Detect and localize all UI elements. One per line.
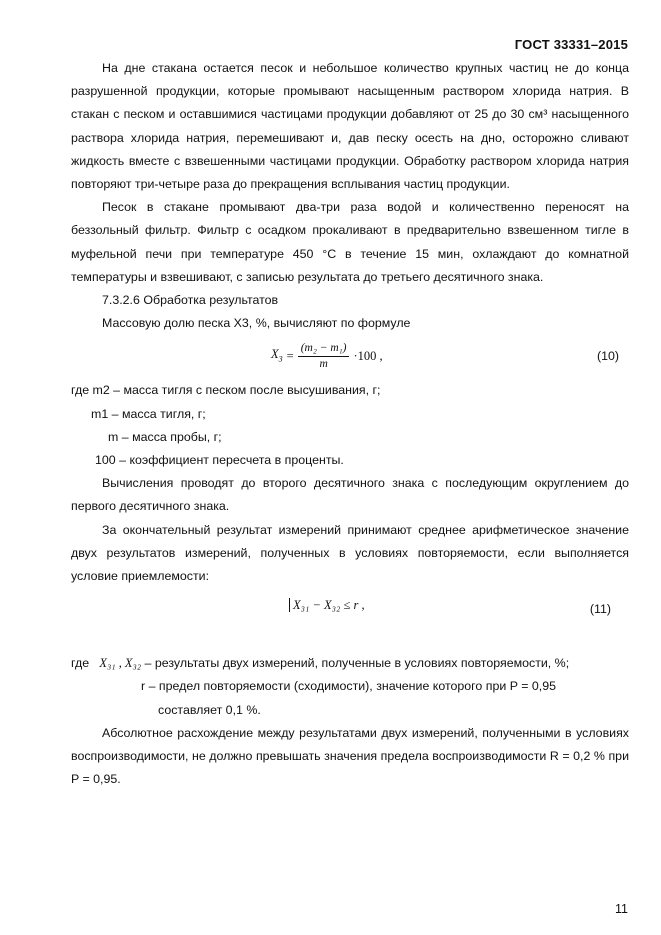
where10-line3: m – масса пробы, г; — [108, 429, 222, 444]
where10-line2: m1 – масса тигля, г; — [91, 406, 206, 421]
where11-line2: r – предел повторяемости (сходимости), значение которого при P = 0,95 — [141, 679, 556, 694]
formula-10-multiplier: ·100 , — [353, 349, 383, 364]
where10-line4: 100 – коэффициент пересчета в проценты. — [95, 453, 344, 468]
document-body — [71, 57, 629, 791]
paragraph-reproducibility: Абсолютное расхождение между результатами двух измерений, полученными в условиях воспроизводимости, не должно превышать значения предела воспроизводимости R = 0,2 % при P = 0,95. — [71, 725, 629, 787]
formula-10-denominator: m — [319, 358, 328, 371]
paragraph-final-result: За окончательный результат измерений принимают среднее арифметическое значение двух результатов измерений, полученных в условиях повторяемости, если выполняется условие приемлемости: — [71, 522, 629, 584]
formula-11-expression: X₃₁ − X₃₂ ≤ r , — [289, 594, 365, 617]
formula-intro: Массовую долю песка X3, %, вычисляют по формуле — [102, 316, 411, 331]
document-code: ГОСТ 33331–2015 — [514, 37, 628, 52]
where11-line1: где X₃₁ , X₃₂ – результаты двух измерений, полученные в условиях повторяемости, %; — [71, 656, 570, 671]
paragraph-sand-calcination: Песок в стакане промывают два-три раза водой и количественно переносят на беззольный фильтр. Фильтр с осадком прокаливают в предварительно взвешенном тигле в муфельной печи при температуре 450 °С в течение 15 мин, охлаждают до комнатной температуры и взвешивают, с записью результата до третьего десятичного знака. — [71, 200, 629, 284]
where10-line1: где m2 – масса тигля с песком после высушивания, г; — [71, 383, 381, 398]
where11-line3: составляет 0,1 %. — [158, 702, 261, 717]
page-number: 11 — [615, 902, 628, 916]
paragraph-sand-washing: На дне стакана остается песок и небольшое количество крупных частиц не до конца разрушенной продукции, которые промывают насыщенным раствором хлорида натрия. В стакан с песком и оставшимися частицами продукции добавляют от 25 до 30 см³ насыщенного раствора хлорида натрия, перемешивают и, дав песку осесть на дно, осторожно сливают жидкость вместе с взвешенными частицами продукции. Обработку раствором хлорида натрия повторяют три-четыре раза до прекращения всплывания частиц продукции. — [71, 61, 629, 192]
formula-10 — [71, 337, 629, 373]
where11-vars: X₃₁ , X₃₂ — [99, 656, 142, 671]
formula-11-number: (11) — [589, 602, 611, 617]
paragraph-calculation: Вычисления проводят до второго десятичного знака с последующим округлением до первого десятичного знака. — [71, 476, 629, 514]
section-heading-results: 7.3.2.6 Обработка результатов — [102, 293, 279, 308]
formula-11 — [71, 590, 629, 628]
formula-10-fraction — [298, 341, 350, 372]
formula-10-expression: $X_3$ = $\frac{\text{(m₂ − m₁)}}{m}$ ·100 , — [271, 342, 383, 371]
formula-10-numerator: (m₂ − m₁) — [298, 341, 350, 357]
formula-10-number: (10) — [596, 349, 619, 364]
formula-10-lhs: $X_3$ — [271, 347, 283, 364]
